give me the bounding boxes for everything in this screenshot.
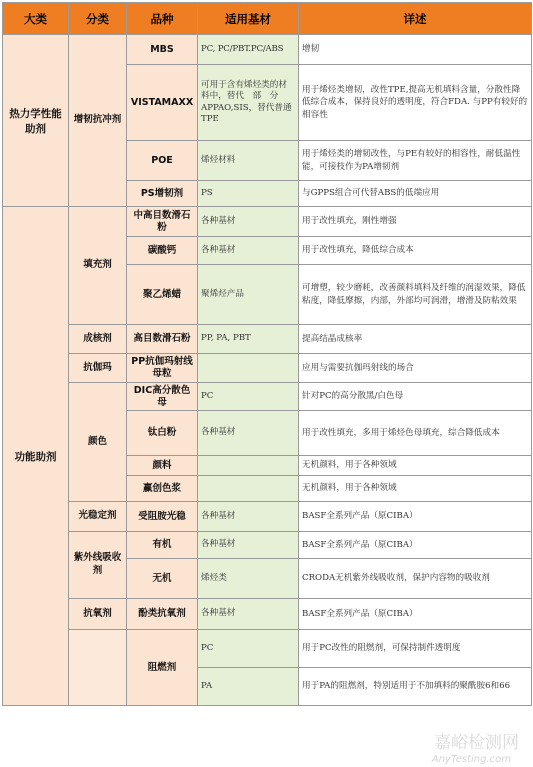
base-cell: 各种基材 — [198, 599, 299, 630]
base-cell: 各种基材 — [198, 411, 299, 456]
base-cell: 各种基材 — [198, 502, 299, 532]
variety-cell: 聚乙烯蜡 — [127, 265, 198, 325]
header-row — [3, 3, 532, 35]
subcategory-toughen: 增韧抗冲剂 — [69, 35, 127, 207]
base-cell: PC — [198, 383, 299, 411]
table-row — [3, 532, 532, 559]
base-cell: PC — [198, 630, 299, 668]
table-row — [3, 599, 532, 630]
variety-cell: 颜料 — [127, 456, 198, 476]
subcategory-antigamma: 抗伽玛 — [69, 354, 127, 383]
base-cell — [198, 476, 299, 502]
base-cell: PS — [198, 181, 299, 207]
variety-cell: 钛白粉 — [127, 411, 198, 456]
category-functional: 功能助剂 — [3, 207, 69, 706]
subcategory-nucleate: 成核剂 — [69, 325, 127, 354]
table-row — [3, 325, 532, 354]
header-subcategory: 分类 — [69, 3, 127, 35]
base-cell: 可用于含有烯烃类的材料中，替代 部 分APPAO,SIS，替代普通TPE — [198, 65, 299, 141]
base-cell — [198, 354, 299, 383]
base-cell: 各种基材 — [198, 237, 299, 265]
base-cell: PC, PC/PBT.PC/ABS — [198, 35, 299, 65]
desc-cell: 用于改性填充，刚性增强 — [299, 207, 532, 237]
header-description: 详述 — [299, 3, 532, 35]
desc-cell: 用于PC改性的阻燃剂，可保持制件透明度 — [299, 630, 532, 668]
desc-cell: BASF全系列产品（原CIBA） — [299, 599, 532, 630]
subcategory-antiox: 抗氧剂 — [69, 599, 127, 630]
base-cell: 烯烃类 — [198, 559, 299, 599]
subcategory-filler: 填充剂 — [69, 207, 127, 325]
variety-cell: POE — [127, 141, 198, 181]
base-cell: 各种基材 — [198, 532, 299, 559]
desc-cell: 可增塑，较少磨耗，改善颜料填料及纤维的润湿效果，降低粘度，降低摩擦，内部，外部均可润滑，增滑及防粘效果 — [299, 265, 532, 325]
category-thermo: 热力学性能助剂 — [3, 35, 69, 207]
desc-cell: 提高结晶成核率 — [299, 325, 532, 354]
desc-cell: 用于改性填充，降低综合成本 — [299, 237, 532, 265]
variety-cell: PP抗伽玛射线母粒 — [127, 354, 198, 383]
variety-cell: VISTAMAXX — [127, 65, 198, 141]
variety-cell: DIC高分散色母 — [127, 383, 198, 411]
desc-cell: 针对PC的高分散黑/白色母 — [299, 383, 532, 411]
subcategory-uv: 紫外线吸收剂 — [69, 532, 127, 599]
variety-cell: PS增韧剂 — [127, 181, 198, 207]
subcategory-color: 颜色 — [69, 383, 127, 502]
variety-cell: 受阻胺光稳 — [127, 502, 198, 532]
variety-cell: 有机 — [127, 532, 198, 559]
desc-cell: BASF全系列产品（原CIBA） — [299, 532, 532, 559]
desc-cell: BASF全系列产品（原CIBA） — [299, 502, 532, 532]
watermark-en: AnyTesting.com — [431, 754, 511, 765]
variety-cell: 酚类抗氧剂 — [127, 599, 198, 630]
header-variety: 品种 — [127, 3, 198, 35]
table-row — [3, 502, 532, 532]
subcategory-light: 光稳定剂 — [69, 502, 127, 532]
table-row — [3, 207, 532, 237]
variety-cell: 无机 — [127, 559, 198, 599]
base-cell — [198, 456, 299, 476]
watermark-cn: 嘉峪检测网 — [434, 733, 519, 753]
variety-cell: 赢创色浆 — [127, 476, 198, 502]
desc-cell: 应用与需要抗伽玛射线的场合 — [299, 354, 532, 383]
desc-cell: CRODA无机紫外线吸收剂，保护内容物的吸收剂 — [299, 559, 532, 599]
variety-cell: 中高目数滑石粉 — [127, 207, 198, 237]
variety-cell: 碳酸钙 — [127, 237, 198, 265]
variety-cell: 高目数滑石粉 — [127, 325, 198, 354]
desc-cell: 用于PA的阻燃剂，特别适用于不加填料的聚酰胺6和66 — [299, 668, 532, 706]
base-cell: PA — [198, 668, 299, 706]
desc-cell: 无机颜料，用于各种领域 — [299, 456, 532, 476]
table-row — [3, 35, 532, 65]
base-cell: 各种基材 — [198, 207, 299, 237]
table-row — [3, 354, 532, 383]
desc-cell: 增韧 — [299, 35, 532, 65]
base-cell: 烯烃材料 — [198, 141, 299, 181]
desc-cell: 用于改性填充，多用于烯烃色母填充，综合降低成本 — [299, 411, 532, 456]
header-category: 大类 — [3, 3, 69, 35]
desc-cell: 用于烯烃类的增韧改性，与PE有较好的相容性，耐低温性能，可接枝作为PA增韧剂 — [299, 141, 532, 181]
base-cell: 聚烯烃产品 — [198, 265, 299, 325]
subcategory-empty — [69, 630, 127, 706]
desc-cell: 无机颜料，用于各种领域 — [299, 476, 532, 502]
variety-cell: MBS — [127, 35, 198, 65]
base-cell: PP, PA, PBT — [198, 325, 299, 354]
desc-cell: 用于烯烃类增韧，改性TPE,提高无机填料含量，分散性降低综合成本，保持良好的透明度，符合FDA. 与PP有较好的相容性 — [299, 65, 532, 141]
additive-table — [2, 2, 532, 706]
variety-cell: 阻燃剂 — [127, 630, 198, 706]
header-base-material: 适用基材 — [198, 3, 299, 35]
desc-cell: 与GPPS组合可代替ABS的低端应用 — [299, 181, 532, 207]
table-row — [3, 383, 532, 411]
table-row — [3, 630, 532, 668]
